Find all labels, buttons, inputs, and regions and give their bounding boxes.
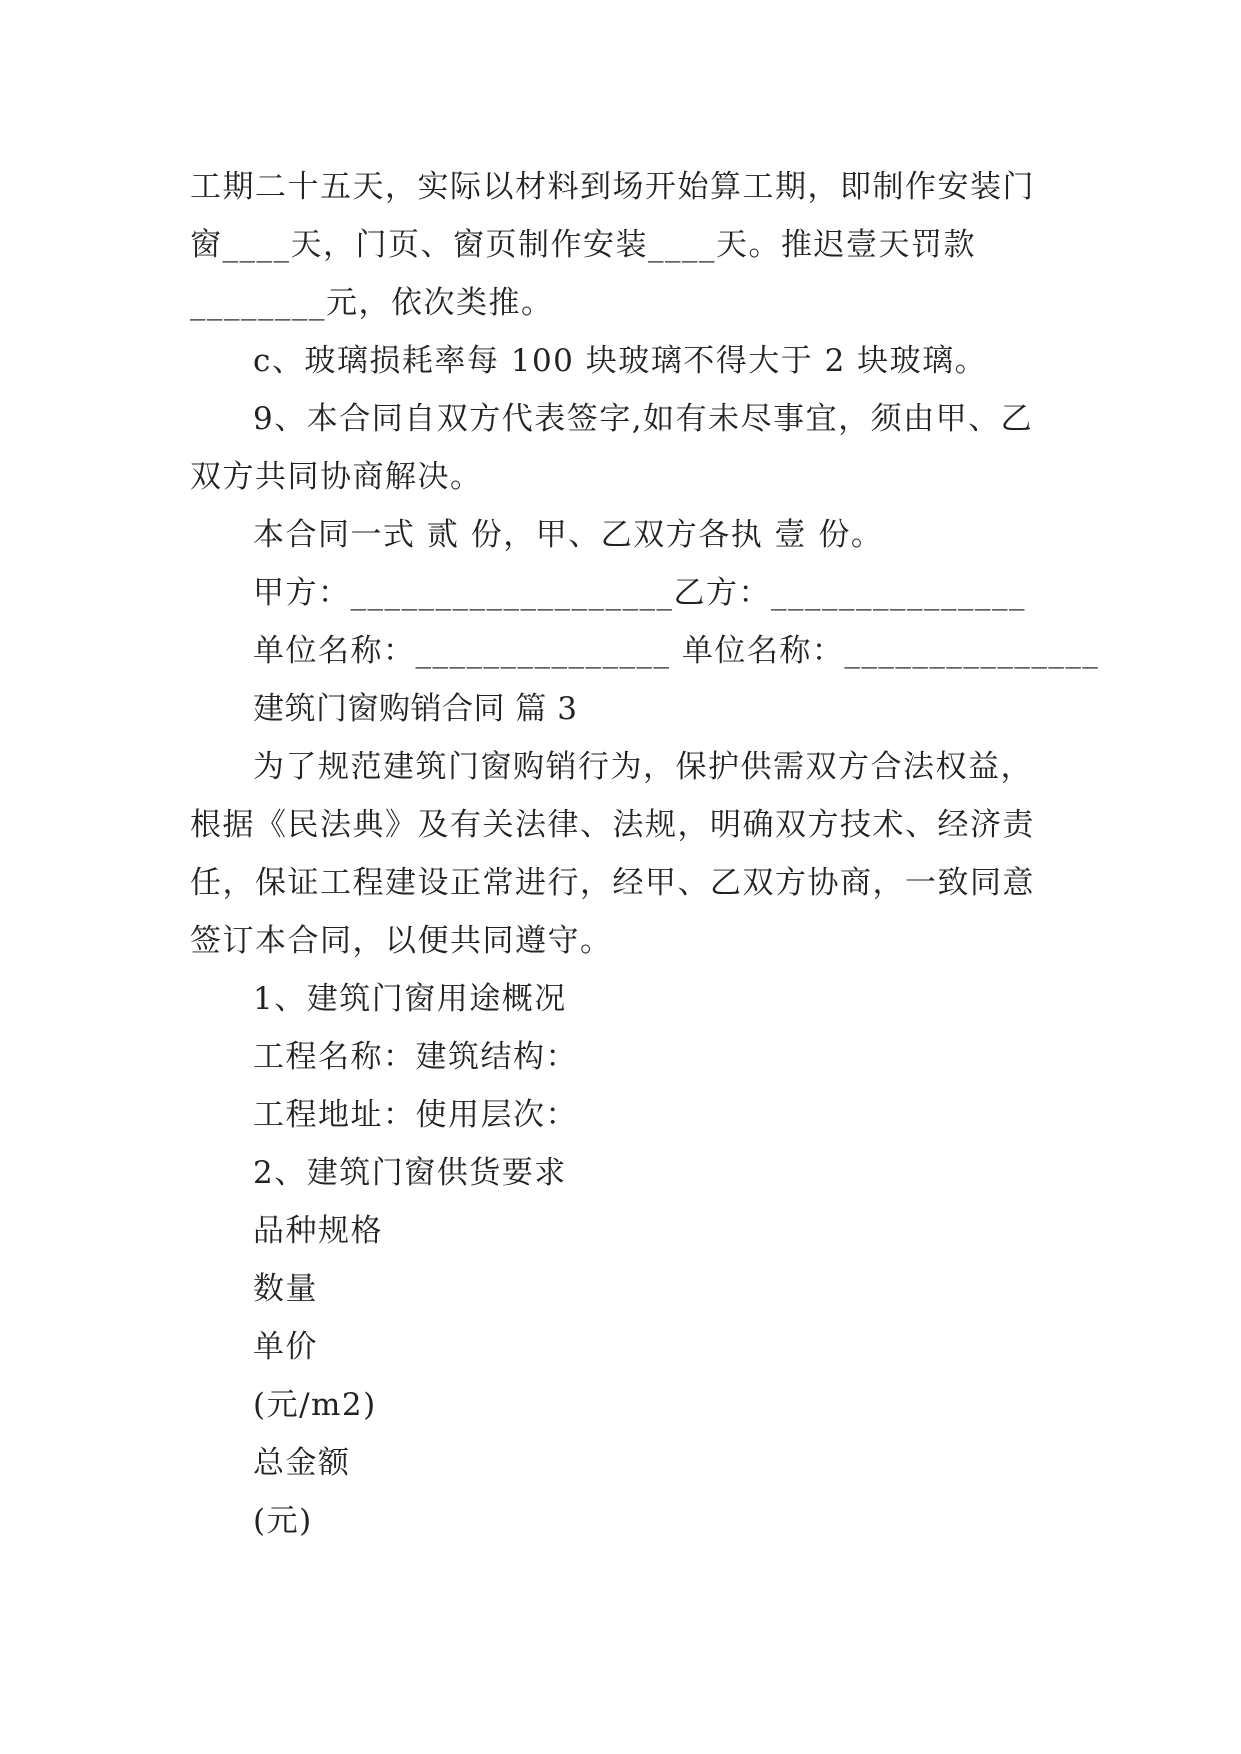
intro-paragraph-line: 根据《民法典》及有关法律、法规，明确双方技术、经济责 — [190, 807, 1035, 843]
paragraph-line: 工期二十五天，实际以材料到场开始算工期，即制作安装门 — [190, 169, 1035, 205]
clause-c: c、玻璃损耗率每 100 块玻璃不得大于 2 块玻璃。 — [253, 343, 988, 379]
intro-paragraph-line: 任，保证工程建设正常进行，经甲、乙双方协商，一致同意 — [190, 865, 1035, 901]
signature-parties: 甲方：___________________乙方：_______________ — [253, 575, 1026, 611]
paragraph-line: 双方共同协商解决。 — [190, 459, 483, 495]
signature-units: 单位名称：_______________ 单位名称：_______________ — [253, 633, 1100, 669]
section-title: 建筑门窗购销合同 篇 3 — [253, 691, 578, 727]
paragraph-line: 窗____天，门页、窗页制作安装____天。推迟壹天罚款 — [190, 227, 976, 263]
project-name-field: 工程名称：建筑结构： — [253, 1039, 578, 1075]
unit-price-unit: (元/m2) — [253, 1387, 377, 1423]
column-label-spec: 品种规格 — [253, 1213, 383, 1249]
intro-paragraph-line: 为了规范建筑门窗购销行为，保护供需双方合法权益， — [253, 749, 1033, 785]
clause-2-heading: 2、建筑门窗供货要求 — [253, 1155, 567, 1191]
project-address-field: 工程地址：使用层次： — [253, 1097, 578, 1133]
paragraph-line: ________元，依次类推。 — [190, 285, 554, 321]
copies-statement: 本合同一式 贰 份，甲、乙双方各执 壹 份。 — [253, 517, 884, 553]
column-label-quantity: 数量 — [253, 1271, 318, 1307]
column-label-total: 总金额 — [253, 1445, 351, 1481]
column-label-unit-price: 单价 — [253, 1329, 318, 1365]
clause-1-heading: 1、建筑门窗用途概况 — [253, 981, 567, 1017]
total-unit: (元) — [253, 1503, 313, 1539]
clause-9: 9、本合同自双方代表签字,如有未尽事宜，须由甲、乙 — [253, 401, 1034, 437]
intro-paragraph-line: 签订本合同，以便共同遵守。 — [190, 923, 613, 959]
